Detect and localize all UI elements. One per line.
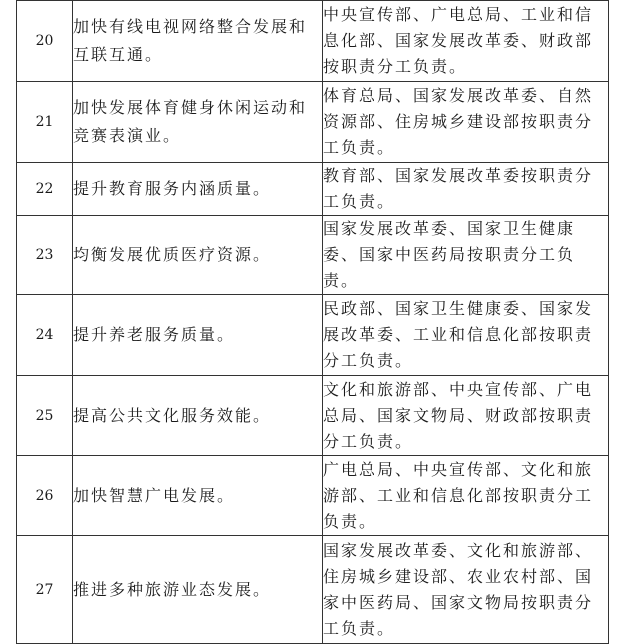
department-text: 中央宣传部、广电总局、工业和信息化部、国家发展改革委、财政部按职责分工负责。 [323, 5, 594, 76]
task-cell [73, 216, 323, 295]
table-row [17, 536, 609, 644]
department-text: 民政部、国家卫生健康委、国家发展改革委、工业和信息化部按职责分工负责。 [323, 299, 594, 370]
row-number [17, 163, 73, 216]
task-text: 提升养老服务质量。 [73, 325, 236, 344]
table-row [17, 82, 609, 163]
department-cell [323, 295, 609, 376]
department-cell [323, 536, 609, 644]
task-text: 加快发展体育健身休闲运动和竞赛表演业。 [73, 98, 308, 145]
department-cell [323, 82, 609, 163]
department-text: 国家发展改革委、国家卫生健康委、国家中医药局按职责分工负责。 [323, 219, 576, 290]
row-number-text: 26 [35, 487, 54, 504]
task-text: 提高公共文化服务效能。 [73, 405, 272, 425]
table-row [17, 376, 609, 456]
task-text: 加快有线电视网络整合发展和互联互通。 [73, 17, 308, 64]
row-number [17, 216, 73, 295]
task-text: 加快智慧广电发展。 [73, 485, 236, 505]
task-table [16, 0, 609, 644]
task-text: 均衡发展优质医疗资源。 [73, 245, 272, 264]
row-number-text: 23 [35, 247, 54, 263]
department-cell [323, 163, 609, 216]
department-cell [323, 1, 609, 82]
task-cell [73, 295, 323, 376]
row-number [17, 456, 73, 536]
task-cell [73, 536, 323, 644]
task-cell [73, 1, 323, 82]
table-row [17, 295, 609, 376]
task-text: 推进多种旅游业态发展。 [73, 579, 272, 599]
department-cell [323, 376, 609, 456]
row-number [17, 376, 73, 456]
task-cell [73, 163, 323, 216]
department-text: 文化和旅游部、中央宣传部、广电总局、国家文物局、财政部按职责分工负责。 [323, 379, 594, 451]
row-number-text: 25 [35, 407, 54, 424]
task-cell [73, 376, 323, 456]
row-number-text: 27 [35, 581, 54, 598]
row-number [17, 536, 73, 644]
department-cell [323, 456, 609, 536]
task-cell [73, 456, 323, 536]
row-number [17, 1, 73, 82]
row-number [17, 82, 73, 163]
task-cell [73, 82, 323, 163]
table-row [17, 163, 609, 216]
department-text: 教育部、国家发展改革委按职责分工负责。 [323, 166, 594, 211]
row-number [17, 295, 73, 376]
task-text: 提升教育服务内涵质量。 [73, 179, 272, 198]
row-number-text: 20 [35, 33, 54, 49]
row-number-text: 24 [35, 327, 54, 343]
table-row [17, 1, 609, 82]
row-number-text: 22 [35, 181, 54, 197]
department-text: 国家发展改革委、文化和旅游部、住房城乡建设部、农业农村部、国家中医药局、国家文物局按职责分工负责。 [323, 540, 594, 638]
department-text: 广电总局、中央宣传部、文化和旅游部、工业和信息化部按职责分工负责。 [323, 459, 594, 531]
table-row [17, 216, 609, 295]
table-row [17, 456, 609, 536]
department-cell [323, 216, 609, 295]
row-number-text: 21 [35, 114, 54, 130]
department-text: 体育总局、国家发展改革委、自然资源部、住房城乡建设部按职责分工负责。 [323, 86, 594, 157]
